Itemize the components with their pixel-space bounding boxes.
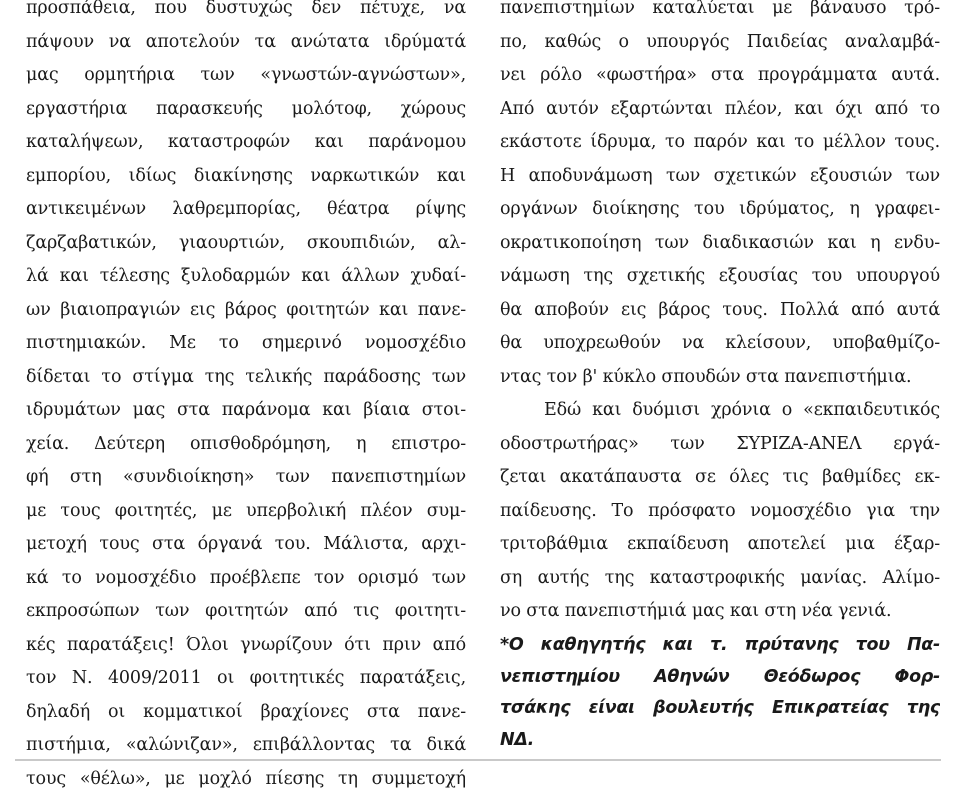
footnote-line: νεπιστημίου Αθηνών Θεόδωρος Φορ- [500,662,940,694]
footnote-line: *Ο καθηγητής και τ. πρύτανης του Πα- [500,630,940,662]
text-line: λά και τέλεσης ξυλοδαρμών και άλλων χυδαί- [26,260,466,294]
footnote-line: τσάκης είναι βουλευτής Επικρατείας της [500,693,940,725]
text-line: οδοστρωτήρας» των ΣΥΡΙΖΑ-ΑΝΕΛ εργά- [500,428,940,462]
text-line: παίδευσης. Το πρόσφατο νομοσχέδιο για την [500,495,940,529]
text-line: κές παρατάξεις! Όλοι γνωρίζουν ότι πριν από [26,629,466,663]
text-line: κά το νομοσχέδιο προέβλεπε τον ορισμό των [26,562,466,596]
text-line: καταλήψεων, καταστροφών και παράνομου [26,126,466,160]
text-line: αντικειμένων λαθρεμπορίας, θέατρα ρίψης [26,193,466,227]
text-line: ιδρυμάτων μας στα παράνομα και βίαια στοι- [26,394,466,428]
text-line: οργάνων διοίκησης του ιδρύματος, η γραφει- [500,193,940,227]
text-line: πιστημιακών. Με το σημερινό νομοσχέδιο [26,327,466,361]
text-line: νει ρόλο «φωστήρα» στα προγράμματα αυτά. [500,59,940,93]
text-line: μας ορμητήρια των «γνωστών-αγνώστων», [26,59,466,93]
text-line: δηλαδή οι κομματικοί βραχίονες στα πανε- [26,696,466,730]
text-line: τους «θέλω», με μοχλό πίεσης τη συμμετοχή [26,763,466,796]
text-line: ων βιαιοπραγιών εις βάρος φοιτητών και πανε- [26,294,466,328]
text-line: εκπροσώπων των φοιτητών από τις φοιτητι- [26,595,466,629]
author-footnote [500,630,940,756]
text-line: θα αποβούν εις βάρος τους. Πολλά από αυτά [500,294,940,328]
text-line: πανεπιστημίων καταλύεται με βάναυσο τρό- [500,0,940,26]
text-line: προσπάθεια, που δυστυχώς δεν πέτυχε, να [26,0,466,26]
article-left-column [26,0,466,796]
text-line: πάψουν να αποτελούν τα ανώτατα ιδρύματά [26,26,466,60]
text-line: ση αυτής της καταστροφικής μανίας. Αλίμο- [500,562,940,596]
text-line: Η αποδυνάμωση των σχετικών εξουσιών των [500,160,940,194]
text-line: εκάστοτε ίδρυμα, το παρόν και το μέλλον τους. [500,126,940,160]
text-line: εμπορίου, ιδίως διακίνησης ναρκωτικών και [26,160,466,194]
text-line: ζεται ακατάπαυστα σε όλες τις βαθμίδες εκ- [500,461,940,495]
text-line: πιστήμια, «αλώνιζαν», επιβάλλοντας τα δικά [26,729,466,763]
text-line: τον Ν. 4009/2011 οι φοιτητικές παρατάξεις, [26,662,466,696]
text-line: τριτοβάθμια εκπαίδευση αποτελεί μια έξαρ- [500,528,940,562]
text-line: εργαστήρια παρασκευής μολότοφ, χώρους [26,93,466,127]
paragraph-first-line: Εδώ και δυόμισι χρόνια ο «εκπαιδευτικός [500,394,940,428]
text-line: δίδεται το στίγμα της τελικής παράδοσης των [26,361,466,395]
text-line: ζαρζαβατικών, γιαουρτιών, σκουπιδιών, αλ- [26,227,466,261]
text-line: νάμωση της σχετικής εξουσίας του υπουργού [500,260,940,294]
text-line: μετοχή τους στα όργανά του. Μάλιστα, αρχι- [26,528,466,562]
text-line: νο στα πανεπιστήμιά μας και στη νέα γενιά. [500,595,940,629]
text-line: ντας τον β' κύκλο σπουδών στα πανεπιστήμια. [500,361,940,395]
article-right-column [500,0,940,629]
text-line: χεία. Δεύτερη οπισθοδρόμηση, η επιστρο- [26,428,466,462]
text-line: θα υποχρεωθούν να κλείσουν, υποβαθμίζο- [500,327,940,361]
text-line: Από αυτόν εξαρτώνται πλέον, και όχι από το [500,93,940,127]
text-line: φή στη «συνδιοίκηση» των πανεπιστημίων [26,461,466,495]
text-line: με τους φοιτητές, με υπερβολική πλέον συμ- [26,495,466,529]
footnote-line: ΝΔ. [500,725,940,757]
bottom-divider [15,759,941,761]
text-line: οκρατικοποίηση των διαδικασιών και η ενδυ- [500,227,940,261]
text-line: πο, καθώς ο υπουργός Παιδείας αναλαμβά- [500,26,940,60]
